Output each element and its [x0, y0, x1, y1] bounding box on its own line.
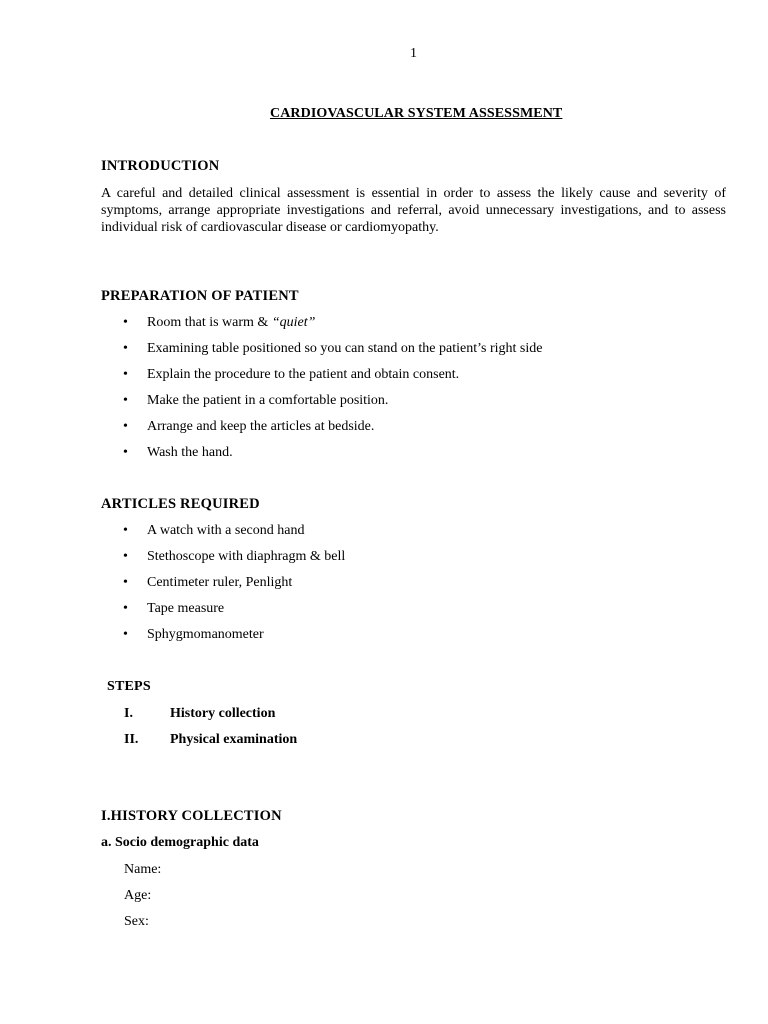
preparation-list	[123, 314, 542, 470]
list-item-text: Wash the hand.	[147, 445, 233, 460]
list-item	[123, 574, 345, 600]
step-number: I.	[124, 706, 133, 721]
bullet-icon: •	[123, 575, 128, 590]
list-item-text: Examining table positioned so you can stand on the patient’s right side	[147, 341, 543, 356]
bullet-icon: •	[123, 601, 128, 616]
bullet-icon: •	[123, 549, 128, 564]
list-item-text: Tape measure	[147, 601, 225, 616]
list-item-text: A watch with a second hand	[147, 523, 305, 538]
field-name-label: Name:	[124, 862, 162, 877]
bullet-icon: •	[123, 523, 128, 538]
steps-heading: STEPS	[107, 679, 151, 694]
list-item-text: Sphygmomanometer	[147, 627, 264, 642]
list-item-text: Centimeter ruler, Penlight	[147, 575, 293, 590]
list-item	[124, 731, 297, 757]
list-item-text: Explain the procedure to the patient and obtain consent.	[147, 367, 460, 382]
history-heading: I.HISTORY COLLECTION	[101, 808, 282, 824]
articles-heading: ARTICLES REQUIRED	[101, 496, 260, 512]
list-item	[123, 522, 345, 548]
steps-list	[124, 705, 297, 757]
list-item-text: Stethoscope with diaphragm & bell	[147, 549, 346, 564]
list-item	[123, 340, 542, 366]
list-item	[123, 392, 542, 418]
step-label: Physical examination	[170, 732, 298, 747]
step-label: History collection	[170, 706, 276, 721]
list-item	[123, 444, 542, 470]
bullet-icon: •	[123, 445, 128, 460]
step-number: II.	[124, 732, 139, 747]
articles-list	[123, 522, 345, 652]
list-item	[124, 705, 297, 731]
field-age-label: Age:	[124, 888, 152, 903]
bullet-icon: •	[123, 627, 128, 642]
list-item	[123, 366, 542, 392]
field-sex-label: Sex:	[124, 914, 149, 929]
list-item	[123, 626, 345, 652]
bullet-icon: •	[123, 315, 128, 330]
page-number: 1	[410, 46, 417, 61]
document-title: CARDIOVASCULAR SYSTEM ASSESSMENT	[270, 106, 563, 121]
list-item-text: Room that is warm & “quiet”	[147, 315, 316, 330]
bullet-icon: •	[123, 393, 128, 408]
list-item	[123, 548, 345, 574]
bullet-icon: •	[123, 419, 128, 434]
list-item-text: Arrange and keep the articles at bedside.	[147, 419, 375, 434]
sociodemographic-fields	[124, 861, 161, 939]
introduction-paragraph: A careful and detailed clinical assessment is essential in order to assess the likely cause and severity of symptoms, arrange appropriate investigations and referral, avoid unnecessary investigations, and to assess individual risk of cardiovascular disease or cardiomyopathy.	[101, 186, 726, 235]
introduction-heading: INTRODUCTION	[101, 158, 220, 174]
emphasis-text: “quiet”	[271, 315, 316, 330]
bullet-icon: •	[123, 367, 128, 382]
list-item-text: Make the patient in a comfortable position.	[147, 393, 389, 408]
list-item	[123, 418, 542, 444]
sociodemographic-subheading: a. Socio demographic data	[101, 835, 259, 850]
preparation-heading: PREPARATION OF PATIENT	[101, 288, 299, 304]
list-item	[123, 314, 542, 340]
bullet-icon: •	[123, 341, 128, 356]
list-item	[123, 600, 345, 626]
